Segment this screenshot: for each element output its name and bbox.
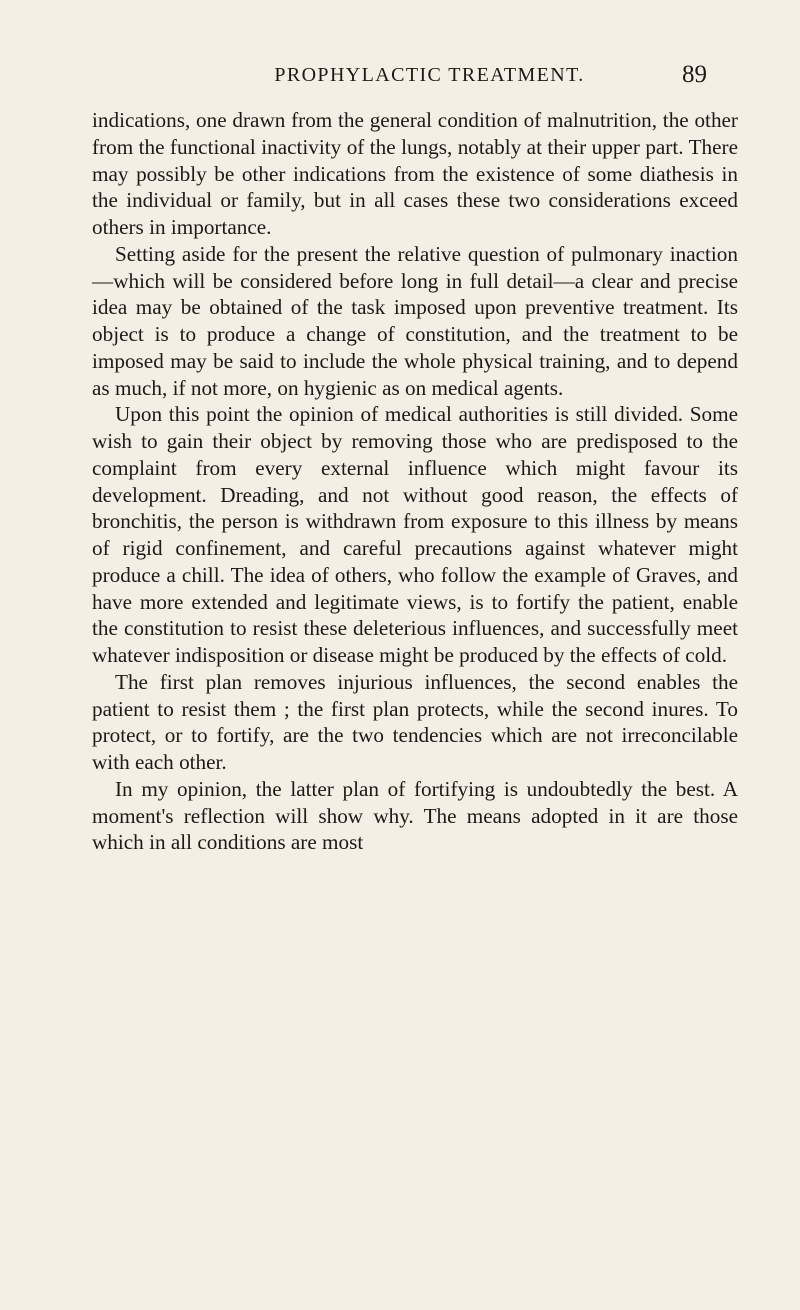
paragraph-1: indications, one drawn from the general condition of malnutrition, the other from the functional inactivity of the lungs, notably at their upper part. There may possibly be other indications from the existence of some diathesis in the individual or family, but in all cases these two considerations exceed others in importance. — [92, 108, 738, 239]
paragraph-4: The first plan removes injurious influences, the second enables the patient to resist them ; the first plan protects, while the second inures. To protect, or to fortify, are the two tendencies which are not irreconcilable with each other. — [92, 669, 738, 774]
page-number: 89 — [682, 61, 707, 88]
running-head — [152, 55, 707, 95]
running-title: PROPHYLACTIC TREATMENT. — [274, 64, 585, 86]
paragraph-2: Setting aside for the present the relative question of pulmonary inaction—which will be considered before long in full detail—a clear and precise idea may be obtained of the task imposed upon preventive treatment. Its object is to produce a change of constitution, and the treatment to be imposed may be said to include the whole physical training, and to depend as much, if not more, on hygienic as on medical agents. — [92, 241, 738, 400]
paragraph-3: Upon this point the opinion of medical authorities is still divided. Some wish to gain their object by removing those who are predisposed to the complaint from every external influence which might favour its development. Dreading, and not without good reason, the effects of bronchitis, the person is withdrawn from exposure to this illness by means of rigid confinement, and careful precautions against whatever might produce a chill. The idea of others, who follow the example of Graves, and have more extended and legitimate views, is to fortify the patient, enable the constitution to resist these deleterious influences, and successfully meet whatever indisposition or disease might be produced by the effects of cold. — [92, 402, 738, 667]
paragraph-5: In my opinion, the latter plan of fortifying is undoubtedly the best. A moment's reflection will show why. The means adopted in it are those which in all conditions are most — [92, 776, 738, 855]
body-text — [92, 107, 738, 856]
